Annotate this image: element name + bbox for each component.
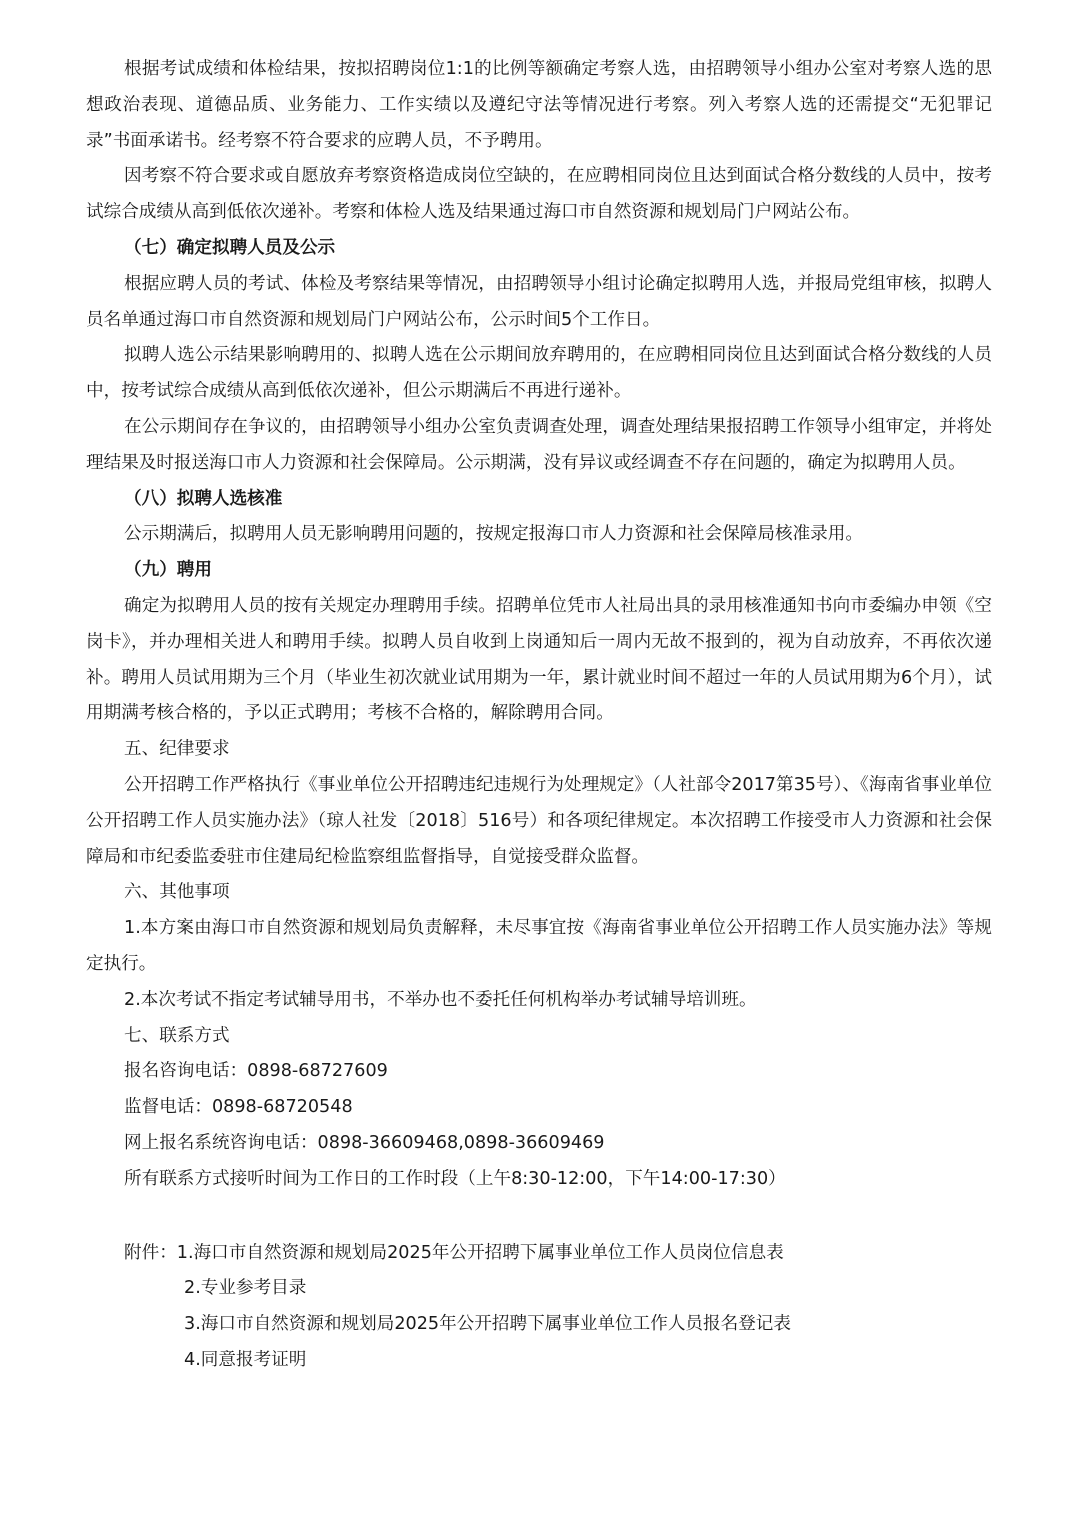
paragraph-publicity-result: 拟聘人选公示结果影响聘用的、拟聘人选在公示期间放弃聘用的，在应聘相同岗位且达到面试合格分数线的人员中，按考试综合成绩从高到低依次递补，但公示期满后不再进行递补。 xyxy=(86,345,992,402)
paragraph-other-2: 2.本次考试不指定考试辅导用书，不举办也不委托任何机构举办考试辅导培训班。 xyxy=(124,989,757,1010)
attachment-item: 3.海口市自然资源和规划局2025年公开招聘下属事业单位工作人员报名登记表 xyxy=(184,1314,791,1335)
contact-registration-phone: 报名咨询电话：0898-68727609 xyxy=(124,1061,388,1082)
contact-supervision-phone: 监督电话：0898-68720548 xyxy=(124,1097,353,1118)
contact-online-system-phone: 网上报名系统咨询电话：0898-36609468,0898-36609469 xyxy=(124,1132,605,1153)
spacer xyxy=(86,1198,992,1236)
attachment-row-1 xyxy=(86,1236,992,1272)
heading-discipline: 五、纪律要求 xyxy=(124,739,230,760)
paragraph-determine-hire: 根据应聘人员的考试、体检及考察结果等情况，由招聘领导小组讨论确定拟聘用人选，并报局党组审核，拟聘人员名单通过海口市自然资源和规划局门户网站公布，公示时间5个工作日。 xyxy=(86,273,992,330)
paragraph-vacancy-backfill: 因考察不符合要求或自愿放弃考察资格造成岗位空缺的，在应聘相同岗位且达到面试合格分数线的人员中，按考试综合成绩从高到低依次递补。考察和体检人选及结果通过海口市自然资源和规划局门户网站公布。 xyxy=(86,166,992,223)
paragraph-employment: 确定为拟聘用人员的按有关规定办理聘用手续。招聘单位凭市人社局出具的录用核准通知书向市委编办申领《空岗卡》，并办理相关进人和聘用手续。拟聘人员自收到上岗通知后一周内无故不报到的，视为自动放弃，不再依次递补。聘用人员试用期为三个月（毕业生初次就业试用期为一年，累计就业时间不超过一年的人员试用期为6个月），试用期满考核合格的，予以正式聘用；考核不合格的，解除聘用合同。 xyxy=(86,595,992,724)
paragraph-other-1: 1.本方案由海口市自然资源和规划局负责解释，未尽事宜按《海南省事业单位公开招聘工作人员实施办法》等规定执行。 xyxy=(86,918,992,974)
heading-section-8: （八）拟聘人选核准 xyxy=(124,488,283,509)
heading-other-matters: 六、其他事项 xyxy=(124,882,230,903)
heading-section-9: （九）聘用 xyxy=(124,560,212,581)
contact-hours: 所有联系方式接听时间为工作日的工作时段（上午8:30-12:00，下午14:00-17:30） xyxy=(124,1168,786,1189)
paragraph-discipline: 公开招聘工作严格执行《事业单位公开招聘违纪违规行为处理规定》（人社部令2017第35号）、《海南省事业单位公开招聘工作人员实施办法》（琼人社发〔2018〕516号）和各项纪律规定。本次招聘工作接受市人力资源和社会保障局和市纪委监委驻市住建局纪检监察组监督指导，自觉接受群众监督。 xyxy=(86,774,992,867)
attachment-item: 1.海口市自然资源和规划局2025年公开招聘下属事业单位工作人员岗位信息表 xyxy=(176,1242,784,1263)
attachment-item: 2.专业参考目录 xyxy=(184,1278,307,1299)
paragraph-dispute: 在公示期间存在争议的，由招聘领导小组办公室负责调查处理，调查处理结果报招聘工作领导小组审定，并将处理结果及时报送海口市人力资源和社会保障局。公示期满，没有异议或经调查不存在问题的，确定为拟聘用人员。 xyxy=(86,416,992,473)
paragraph-investigation: 根据考试成绩和体检结果，按拟招聘岗位1:1的比例等额确定考察人选，由招聘领导小组办公室对考察人选的思想政治表现、道德品质、业务能力、工作实绩以及遵纪守法等情况进行考察。列入考察人选的还需提交“无犯罪记录”书面承诺书。经考察不符合要求的应聘人员，不予聘用。 xyxy=(86,59,992,151)
paragraph-approval: 公示期满后，拟聘用人员无影响聘用问题的，按规定报海口市人力资源和社会保障局核准录用。 xyxy=(124,524,863,545)
heading-contact: 七、联系方式 xyxy=(124,1025,230,1046)
heading-section-7: （七）确定拟聘人员及公示 xyxy=(124,237,336,258)
attachment-label: 附件： xyxy=(124,1242,177,1263)
attachment-item: 4.同意报考证明 xyxy=(184,1349,307,1370)
